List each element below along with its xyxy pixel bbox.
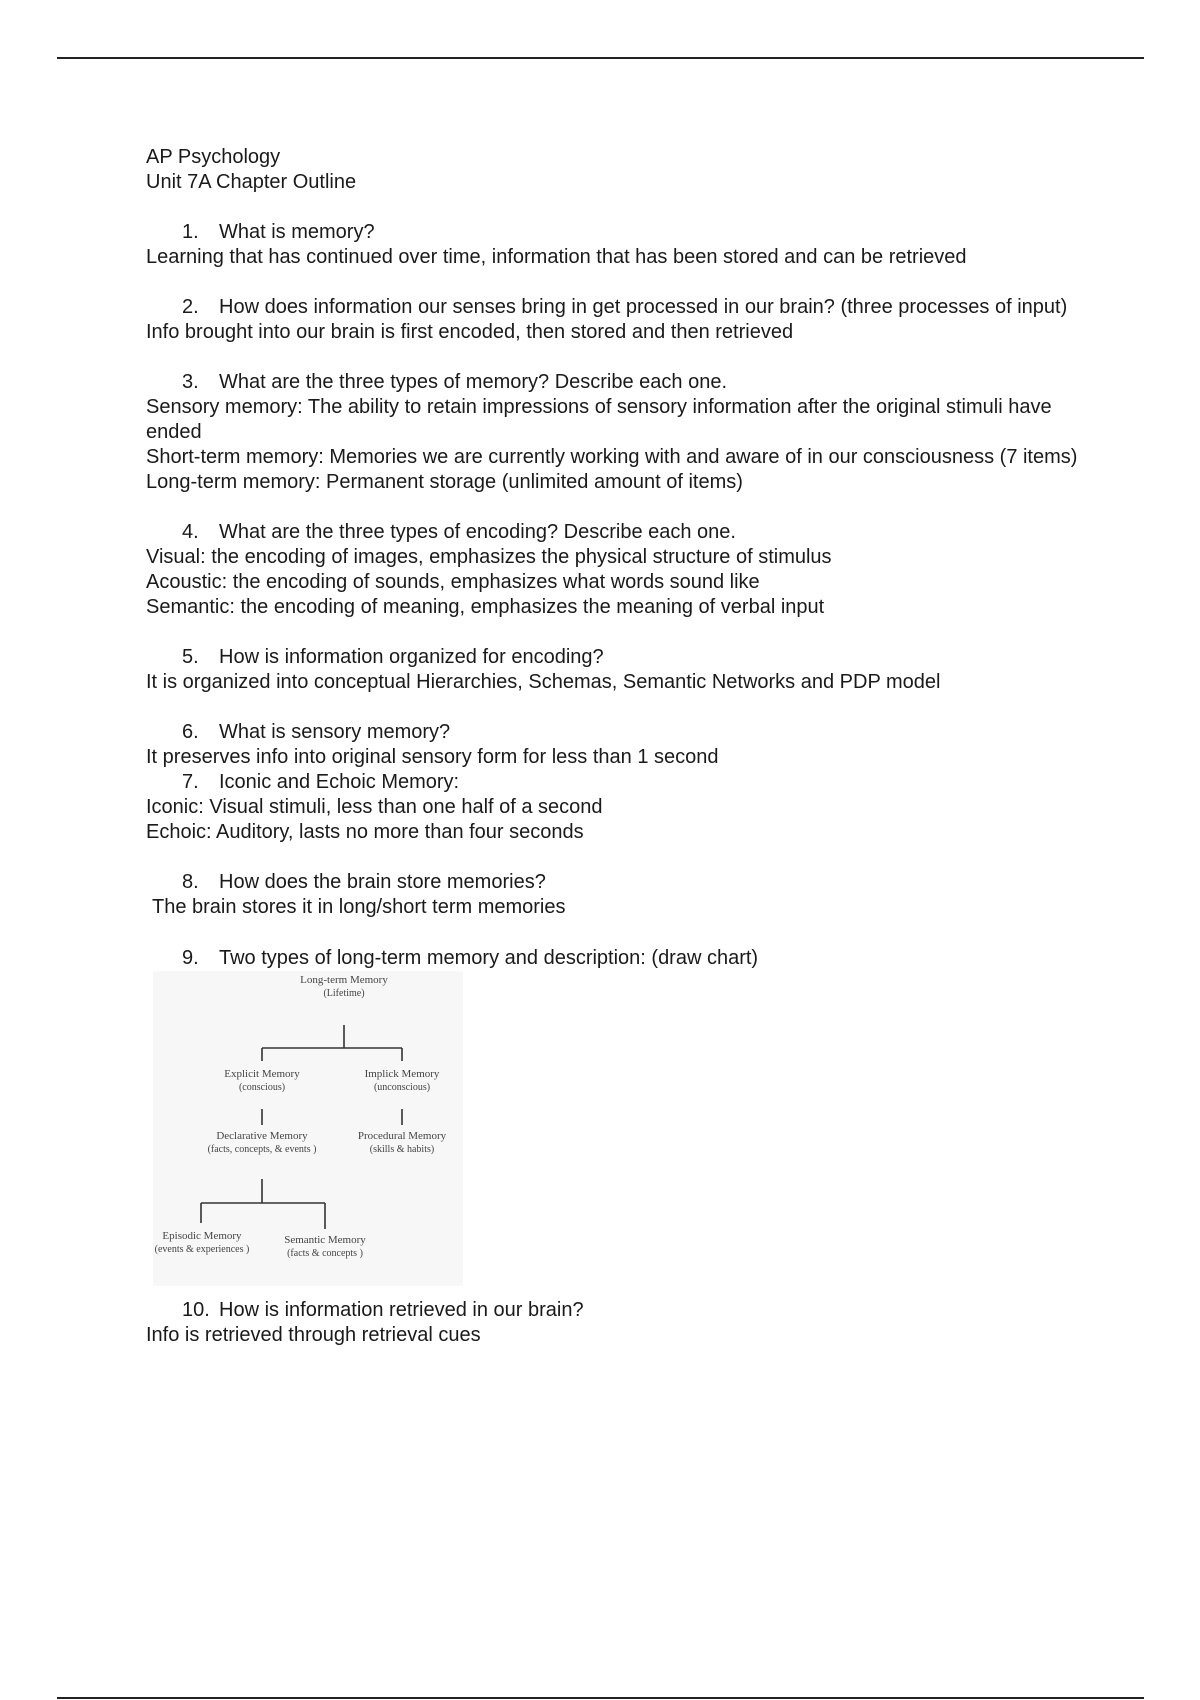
node-sub: (facts, concepts, & events ) <box>207 1144 317 1155</box>
question-number: 1. <box>182 221 199 243</box>
answer-2: Info brought into our brain is first encoded, then stored and then retrieved <box>146 321 794 343</box>
question-text: How is information retrieved in our brain? <box>219 1299 584 1321</box>
answer-7-echoic: Echoic: Auditory, lasts no more than four seconds <box>146 821 584 843</box>
node-explicit-memory <box>207 1067 317 1095</box>
question-5 <box>182 645 1096 670</box>
node-sub: (Lifetime) <box>323 988 365 999</box>
answer-4-acoustic: Acoustic: the encoding of sounds, emphasizes what words sound like <box>146 571 760 593</box>
question-number: 9. <box>182 947 199 969</box>
document-body <box>146 145 1096 1348</box>
question-number: 4. <box>182 521 199 543</box>
answer-7-iconic: Iconic: Visual stimuli, less than one half of a second <box>146 796 603 818</box>
answer-3-short-term: Short-term memory: Memories we are currently working with and aware of in our consciousness (7 items) <box>146 446 1078 468</box>
node-sub: (conscious) <box>238 1082 286 1093</box>
node-semantic-memory <box>270 1233 380 1261</box>
answer-8: The brain stores it in long/short term memories <box>152 896 566 918</box>
node-title: Procedural Memory <box>357 1130 447 1142</box>
node-title: Declarative Memory <box>216 1130 308 1142</box>
question-text: What is sensory memory? <box>219 721 451 743</box>
question-number: 5. <box>182 646 199 668</box>
answer-10: Info is retrieved through retrieval cues <box>146 1324 481 1346</box>
question-6 <box>182 720 1096 745</box>
question-text: Two types of long-term memory and description: (draw chart) <box>219 947 759 969</box>
question-9 <box>182 946 1096 971</box>
question-number: 3. <box>182 371 199 393</box>
question-text: How is information organized for encoding? <box>219 646 604 668</box>
unit-title: Unit 7A Chapter Outline <box>146 171 357 193</box>
node-procedural-memory <box>347 1129 457 1157</box>
answer-3-long-term: Long-term memory: Permanent storage (unlimited amount of items) <box>146 471 743 493</box>
question-7 <box>182 770 1096 795</box>
node-implicit-memory <box>347 1067 457 1095</box>
question-number: 7. <box>182 771 199 793</box>
node-sub: (unconscious) <box>373 1082 431 1093</box>
answer-1: Learning that has continued over time, information that has been stored and can be retrieved <box>146 246 967 268</box>
node-title: Semantic Memory <box>284 1234 366 1246</box>
question-text: How does the brain store memories? <box>219 871 546 893</box>
bottom-rule <box>57 1697 1144 1699</box>
question-text: What are the three types of memory? Describe each one. <box>219 371 728 393</box>
top-rule <box>57 57 1144 59</box>
node-title: Explicit Memory <box>224 1068 300 1080</box>
node-title: Long-term Memory <box>300 974 388 986</box>
node-title: Implick Memory <box>364 1068 440 1080</box>
question-number: 6. <box>182 721 199 743</box>
question-8 <box>182 870 1096 895</box>
node-episodic-memory <box>147 1229 257 1257</box>
answer-6: It preserves info into original sensory form for less than 1 second <box>146 746 719 768</box>
node-long-term-memory <box>289 973 399 1001</box>
node-declarative-memory <box>207 1129 317 1157</box>
node-sub: (facts & concepts ) <box>287 1248 363 1259</box>
question-2 <box>182 295 1096 320</box>
answer-4-semantic: Semantic: the encoding of meaning, emphasizes the meaning of verbal input <box>146 596 825 618</box>
question-text: What are the three types of encoding? Describe each one. <box>219 521 736 543</box>
question-4 <box>182 520 1096 545</box>
question-text: Iconic and Echoic Memory: <box>219 771 460 793</box>
question-number: 10. <box>182 1299 210 1321</box>
long-term-memory-diagram <box>153 971 463 1286</box>
question-number: 2. <box>182 296 199 318</box>
question-text: How does information our senses bring in get processed in our brain? (three processes of input) <box>219 296 1068 318</box>
node-sub: (skills & habits) <box>369 1144 435 1155</box>
question-number: 8. <box>182 871 199 893</box>
question-text: What is memory? <box>219 221 375 243</box>
node-sub: (events & experiences ) <box>154 1244 250 1255</box>
answer-4-visual: Visual: the encoding of images, emphasizes the physical structure of stimulus <box>146 546 832 568</box>
question-1 <box>182 220 1096 245</box>
answer-5: It is organized into conceptual Hierarchies, Schemas, Semantic Networks and PDP model <box>146 671 941 693</box>
answer-3-sensory: Sensory memory: The ability to retain impressions of sensory information after the original stimuli have ended <box>146 396 1052 443</box>
question-3 <box>182 370 1096 395</box>
course-title: AP Psychology <box>146 146 281 168</box>
question-10 <box>182 1298 1096 1323</box>
node-title: Episodic Memory <box>162 1230 242 1242</box>
